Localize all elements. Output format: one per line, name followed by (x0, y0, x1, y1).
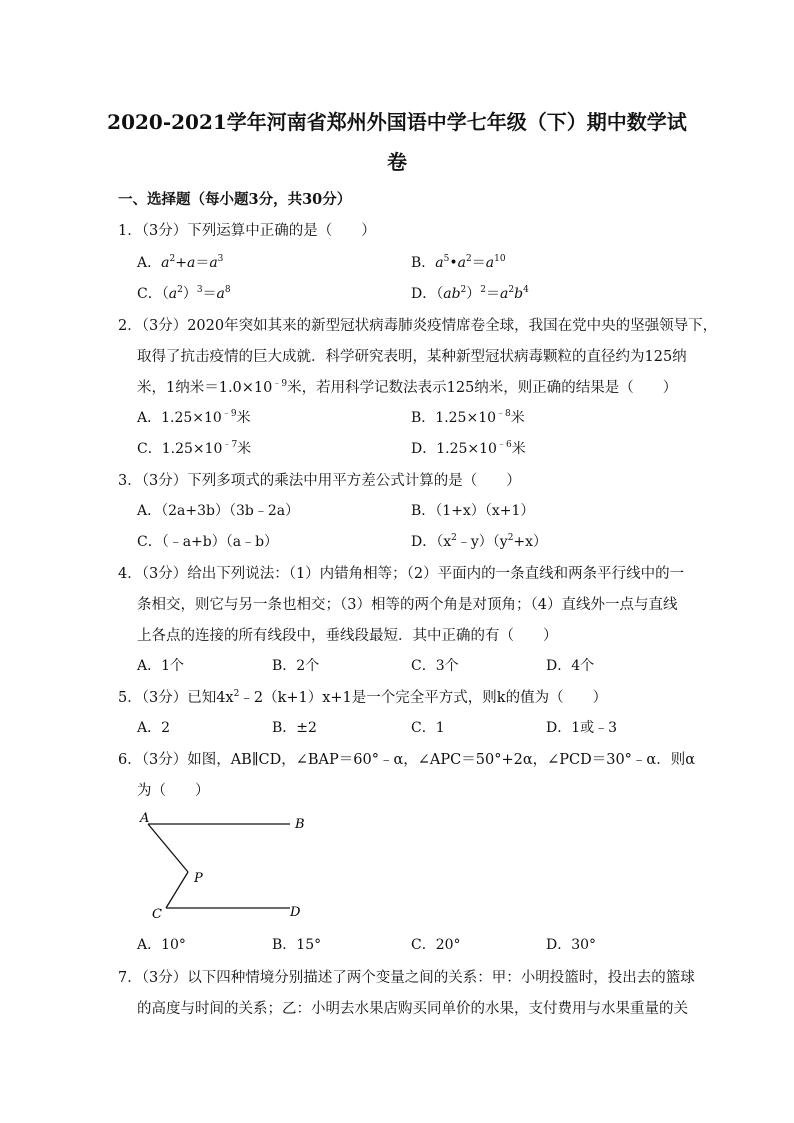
q5-option-b: B．±2 (272, 720, 317, 736)
question-4-line-2: 条相交，则它与另一条也相交；（3）相等的两个角是对顶角；（4）直线外一点与直线 (137, 597, 678, 613)
q1-option-d: D．$(ab^2)^2=a^2b^4$ (411, 285, 529, 302)
q3-option-d: D．$(x^2﹣y)(y^2+x)$ (411, 533, 548, 550)
q4-option-a: A．1个 (137, 658, 185, 674)
question-6-line-1: 6．（3分）如图，AB∥CD，∠BAP＝60°﹣α，∠APC＝50°+2α，∠PCD＝30°﹣α．则α (118, 752, 696, 768)
question-5-stem: 5．（3分）已知$4x^2﹣2(k+1)x+1$是一个完全平方式，则k的值为（ ） (118, 689, 608, 706)
section-heading: 一、选择题（每小题3分，共30分） (118, 191, 352, 208)
question-7-line-2: 的高度与时间的关系；乙：小明去水果店购买同单价的水果，支付费用与水果重量的关 (137, 1001, 688, 1017)
title-line-2: 卷 (387, 150, 407, 174)
question-4-line-3: 上各点的连接的所有线段中，垂线段最短．其中正确的有（ ） (137, 628, 558, 644)
point-label-p: P (194, 871, 203, 886)
q5-option-c: C．1 (411, 720, 445, 736)
title-line-1: 2020-2021学年河南省郑州外国语中学七年级（下）期中数学试 (107, 110, 687, 134)
q1-option-a: A．$a^2+a=a^3$ (137, 254, 224, 271)
geometry-figure (130, 810, 330, 925)
q4-option-c: C．3个 (411, 658, 459, 674)
q3-option-a: A．（2a+3b）（3b﹣2a） (137, 503, 300, 519)
q1-option-c: C．$(a^2)^3=a^8$ (137, 285, 231, 302)
q4-option-d: D．4个 (546, 658, 595, 674)
line-ap (148, 824, 188, 872)
question-4-line-1: 4．（3分）给出下列说法：（1）内错角相等；（2）平面内的一条直线和两条平行线中的一 (118, 566, 685, 582)
q6-option-a: A．10° (137, 937, 186, 953)
q1-option-b: B．$a^5•a^2=a^{10}$ (411, 254, 506, 271)
q2-option-a: A．$1.25\times 10^{﹣9}$米 (137, 409, 251, 426)
question-1-stem: 1．（3分）下列运算中正确的是（ ） (118, 223, 376, 239)
q6-option-c: C．20° (411, 937, 461, 953)
question-2-line-2: 取得了抗击疫情的巨大成就．科学研究表明，某种新型冠状病毒颗粒的直径约为125纳 (137, 349, 687, 365)
q5-option-a: A．2 (137, 720, 171, 736)
q3-option-c: C．（﹣a+b）（a﹣b） (137, 534, 279, 550)
point-label-c: C (152, 907, 162, 922)
question-3-stem: 3．（3分）下列多项式的乘法中用平方差公式计算的是（ ） (118, 473, 521, 489)
question-7-line-1: 7．（3分）以下四种情境分别描述了两个变量之间的关系：甲：小明投篮时，投出去的篮球 (118, 970, 695, 986)
point-label-a: A (140, 811, 150, 826)
q2-option-d: D．$1.25\times 10^{﹣6}$米 (411, 440, 526, 457)
q2-option-c: C．$1.25\times 10^{﹣7}$米 (137, 440, 252, 457)
q6-option-d: D．30° (546, 937, 597, 953)
line-pc (166, 872, 188, 908)
point-label-d: D (290, 905, 301, 920)
question-6-line-2: 为（ ） (137, 783, 210, 799)
question-2-line-1: 2．（3分）2020年突如其来的新型冠状病毒肺炎疫情席卷全球，我国在党中央的坚强领导下， (118, 318, 718, 334)
q3-option-b: B．（1+x）（x+1） (411, 503, 535, 519)
question-2-line-3: 米，1纳米$=1.0\times 10^{﹣9}$米，若用科学记数法表示125纳米，则正确的结果是（ ） (137, 379, 678, 396)
q2-option-b: B．$1.25\times 10^{﹣8}$米 (411, 409, 525, 426)
q6-option-b: B．15° (272, 937, 322, 953)
point-label-b: B (295, 817, 305, 832)
q4-option-b: B．2个 (272, 658, 320, 674)
q5-option-d: D．1或﹣3 (546, 720, 618, 736)
